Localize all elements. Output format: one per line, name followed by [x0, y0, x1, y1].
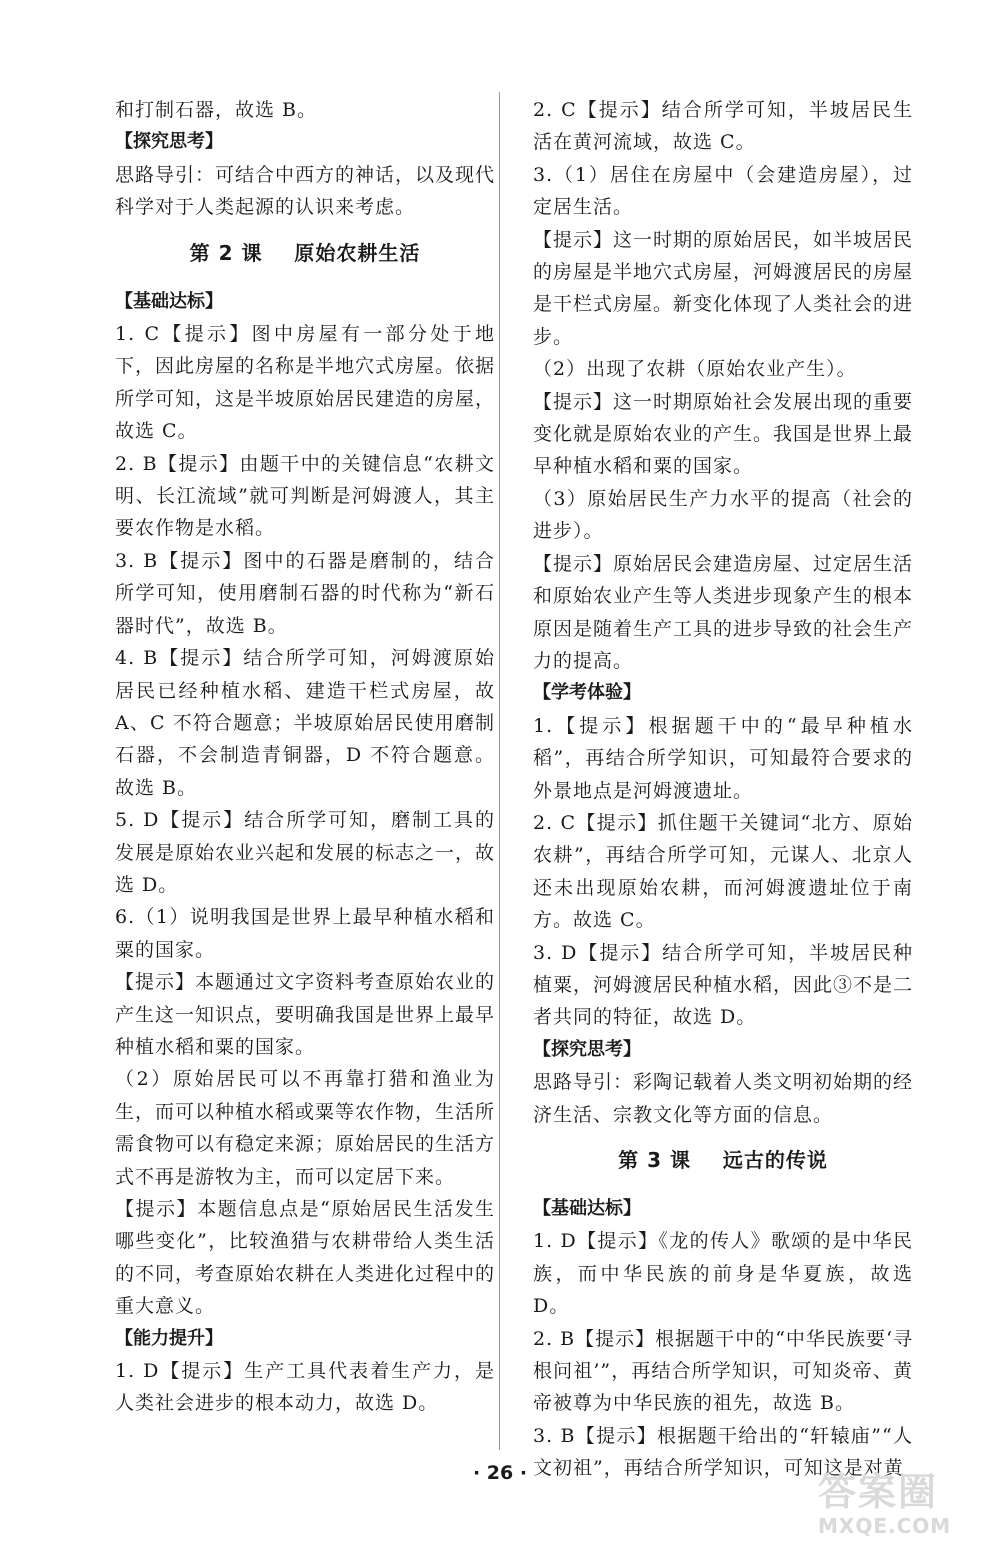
answer-paragraph: 2. C【提示】抓住题干关键词“北方、原始农耕”，再结合所学可知，元谋人、北京人还未出现原始农耕，而河姆渡遗址位于南方。故选 C。	[533, 811, 913, 932]
section-heading: 【基础达标】	[115, 290, 223, 312]
section-heading: 【能力提升】	[115, 1327, 223, 1349]
answer-paragraph: 和打制石器，故选 B。	[115, 99, 318, 121]
answer-paragraph: 5. D【提示】结合所学可知，磨制工具的发展是原始农业兴起和发展的标志之一，故选 D。	[115, 809, 496, 896]
section-heading: 【基础达标】	[533, 1198, 641, 1219]
answer-paragraph: 3. B【提示】根据题干给出的“轩辕庙”“人文初祖”，再结合所学知识，可知这是对黄	[533, 1424, 913, 1480]
answer-paragraph: 3. B【提示】图中的石器是磨制的，结合所学可知，使用磨制石器的时代称为“新石器时代”，故选 B。	[115, 549, 495, 637]
answer-paragraph: 【提示】原始居民会建造房屋、过定居生活和原始农业产生等人类进步现象产生的根本原因是随着生产工具的进步导致的社会生产力的提高。	[533, 552, 914, 672]
answer-paragraph: 【提示】这一时期原始社会发展出现的重要变化就是原始农业的产生。我国是世界上最早种植水稻和粟的国家。	[533, 390, 914, 478]
answer-paragraph: 4. B【提示】结合所学可知，河姆渡原始居民已经种植水稻、建造干栏式房屋，故 A、C 不符合题意；半坡原始居民使用磨制石器，不会制造青铜器，D 不符合题意。故选 B。	[115, 647, 495, 799]
answer-paragraph: （2）原始居民可以不再靠打猎和渔业为生，而可以种植水稻或粟等农作物，生活所需食物可以有稳定来源；原始居民的生活方式不再是游牧为主，而可以定居下来。	[115, 1068, 496, 1188]
answer-paragraph: 【提示】这一时期的原始居民，如半坡居民的房屋是半地穴式房屋，河姆渡居民的房屋是干栏式房屋。新变化体现了人类社会的进步。	[533, 228, 914, 348]
answer-paragraph: 1. D【提示】《龙的传人》歌颂的是中华民族，而中华民族的前身是华夏族，故选 D。	[533, 1230, 913, 1318]
watermark-logo	[818, 1470, 988, 1545]
lesson-title: 第 3 课 远古的传说	[618, 1148, 828, 1172]
answer-paragraph: （3）原始居民生产力水平的提高（社会的进步）。	[533, 487, 913, 543]
lesson-title: 第 2 课 原始农耕生活	[189, 240, 421, 265]
answer-paragraph: 【提示】本题通过文字资料考查原始农业的产生这一知识点，要明确我国是世界上最早种植水稻和粟的国家。	[115, 971, 496, 1058]
answer-paragraph: 1.【提示】根据题干中的“最早种植水稻”，再结合所学知识，可知最符合要求的外景地点是河姆渡遗址。	[533, 714, 913, 802]
watermark-url: MXQE.COM	[818, 1514, 952, 1538]
answer-paragraph: 2. C【提示】结合所学可知，半坡居民生活在黄河流域，故选 C。	[533, 99, 913, 154]
answer-paragraph: 思路导引：彩陶记载着人类文明初始期的经济生活、宗教文化等方面的信息。	[533, 1071, 914, 1126]
column-divider	[499, 92, 500, 1450]
answer-paragraph: 【提示】本题信息点是“原始居民生活发生哪些变化”，比较渔猎与农耕带给人类生活的不同，考查原始农耕在人类进化过程中的重大意义。	[115, 1198, 496, 1318]
answer-paragraph: 6.（1）说明我国是世界上最早种植水稻和粟的国家。	[115, 906, 495, 961]
answer-paragraph: 3. D【提示】结合所学可知，半坡居民种植粟，河姆渡居民种植水稻，因此③不是二者共同的特征，故选 D。	[533, 941, 914, 1029]
page-number: · 26 ·	[472, 1462, 528, 1484]
left-column	[115, 94, 495, 1420]
answer-paragraph: 2. B【提示】由题干中的关键信息“农耕文明、长江流域”就可判断是河姆渡人，其主要农作物是水稻。	[115, 452, 495, 540]
answer-paragraph: 思路导引：可结合中西方的神话，以及现代科学对于人类起源的认识来考虑。	[115, 163, 496, 219]
answer-paragraph: （2）出现了农耕（原始农业产生）。	[533, 358, 857, 381]
watermark-text: 答案圈	[818, 1470, 939, 1514]
right-column	[533, 94, 913, 1485]
answer-paragraph: 3.（1）居住在房屋中（会建造房屋），过定居生活。	[533, 163, 913, 219]
section-heading: 【探究思考】	[533, 1038, 641, 1060]
answer-paragraph: 2. B【提示】根据题干中的“中华民族要‘寻根问祖’”，再结合所学知识，可知炎帝、黄帝被尊为中华民族的祖先，故选 B。	[533, 1327, 913, 1415]
answer-paragraph: 1. C【提示】图中房屋有一部分处于地下，因此房屋的名称是半地穴式房屋。依据所学可知，这是半坡原始居民建造的房屋，故选 C。	[115, 323, 496, 443]
section-heading: 【学考体验】	[533, 682, 641, 704]
section-heading: 【探究思考】	[115, 131, 223, 153]
answer-paragraph: 1. D【提示】生产工具代表着生产力，是人类社会进步的根本动力，故选 D。	[115, 1360, 495, 1415]
